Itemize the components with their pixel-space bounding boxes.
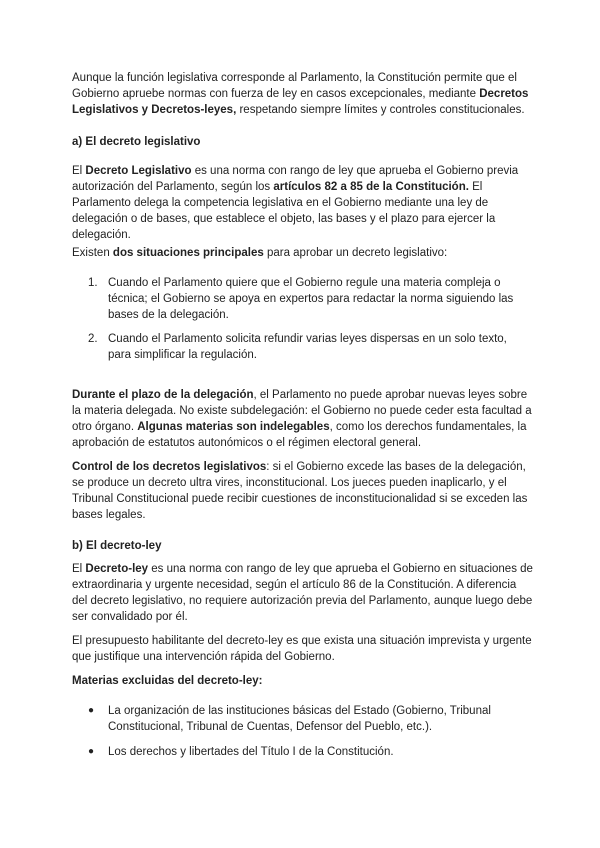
text: es una norma con rango de ley que aprueba el Gobierno previa autorización del Parlamento, según los bbox=[72, 165, 519, 193]
intro-bold: Decretos Legislativos y Decretos-leyes, bbox=[72, 88, 529, 116]
intro-text-end: respetando siempre límites y controles constitucionales. bbox=[236, 104, 525, 116]
bullet-icon: ● bbox=[88, 705, 95, 716]
list-item: Cuando el Parlamento quiere que el Gobierno regule una materia compleja o técnica; el Gobierno se apoya en expertos para redactar la norma siguiendo las bases de la delegación. bbox=[108, 277, 514, 321]
text: El bbox=[72, 563, 86, 575]
list-item: Cuando el Parlamento solicita refundir varias leyes dispersas en un solo texto, para simplificar la regulación. bbox=[108, 333, 507, 361]
bold-term: artículos 82 a 85 de la Constitución. bbox=[273, 181, 469, 193]
text: para aprobar un decreto legislativo: bbox=[263, 247, 448, 259]
section-b-paragraph-1 bbox=[72, 561, 534, 625]
text: El bbox=[72, 165, 86, 177]
bold-term: Decreto-ley bbox=[85, 563, 149, 575]
section-a-paragraph-2 bbox=[72, 245, 534, 261]
intro-paragraph bbox=[72, 70, 534, 118]
section-a-paragraph-4 bbox=[72, 459, 534, 523]
text: , el Parlamento no puede aprobar nuevas leyes sobre la materia delegada. No existe subdelegación: el Gobierno no puede ceder esta facultad a otro órgano. bbox=[72, 389, 532, 433]
section-b-paragraph-2: El presupuesto habilitante del decreto-ley es que exista una situación imprevista y urgente que justifique una intervención rápida del Gobierno. bbox=[72, 635, 532, 663]
bullet-item: La organización de las instituciones básicas del Estado (Gobierno, Tribunal Constitucional, Tribunal de Cuentas, Defensor del Pueblo, etc.). bbox=[108, 705, 491, 733]
text: , como los derechos fundamentales, la aprobación de estatutos autonómicos o el régimen electoral general. bbox=[72, 421, 527, 449]
section-a-heading: a) El decreto legislativo bbox=[72, 136, 201, 148]
materias-heading: Materias excluidas del decreto-ley: bbox=[72, 675, 263, 687]
section-a-paragraph-1 bbox=[72, 163, 534, 243]
bullet-icon: ● bbox=[88, 746, 95, 757]
text: El Parlamento delega la competencia legislativa en el Gobierno mediante una ley de delegación o de bases, que establece el objeto, las bases y el plazo para ejercer la delegación. bbox=[72, 181, 496, 241]
text: Existen bbox=[72, 247, 113, 259]
bold-term: dos situaciones principales bbox=[112, 247, 264, 259]
section-a-paragraph-3 bbox=[72, 387, 534, 451]
bullet-item: Los derechos y libertades del Título I de la Constitución. bbox=[108, 746, 394, 758]
bold-term: Control de los decretos legislativos bbox=[72, 461, 267, 473]
bold-term: Durante el plazo de la delegación bbox=[72, 389, 254, 401]
text: : si el Gobierno excede las bases de la delegación, se produce un decreto ultra vires, inconstitucional. Los jueces pueden inaplicarlo, y el Tribunal Constitucional puede recibir cuestiones de inconstitucionalidad si se exceden las bases legales. bbox=[72, 461, 528, 521]
list-number: 1. bbox=[88, 277, 98, 289]
list-number: 2. bbox=[88, 333, 98, 345]
section-b-heading: b) El decreto-ley bbox=[72, 540, 162, 552]
bold-term: Decreto Legislativo bbox=[85, 165, 192, 177]
text: es una norma con rango de ley que aprueba el Gobierno en situaciones de extraordinaria y urgente necesidad, según el artículo 86 de la Constitución. A diferencia del decreto legislativo, no requiere autorización previa del Parlamento, aunque luego debe ser convalidado por él. bbox=[72, 563, 533, 623]
bold-term: Algunas materias son indelegables bbox=[137, 421, 330, 433]
intro-text: Aunque la función legislativa corresponde al Parlamento, la Constitución permite que el Gobierno apruebe normas con fuerza de ley en casos excepcionales, mediante bbox=[72, 72, 517, 100]
